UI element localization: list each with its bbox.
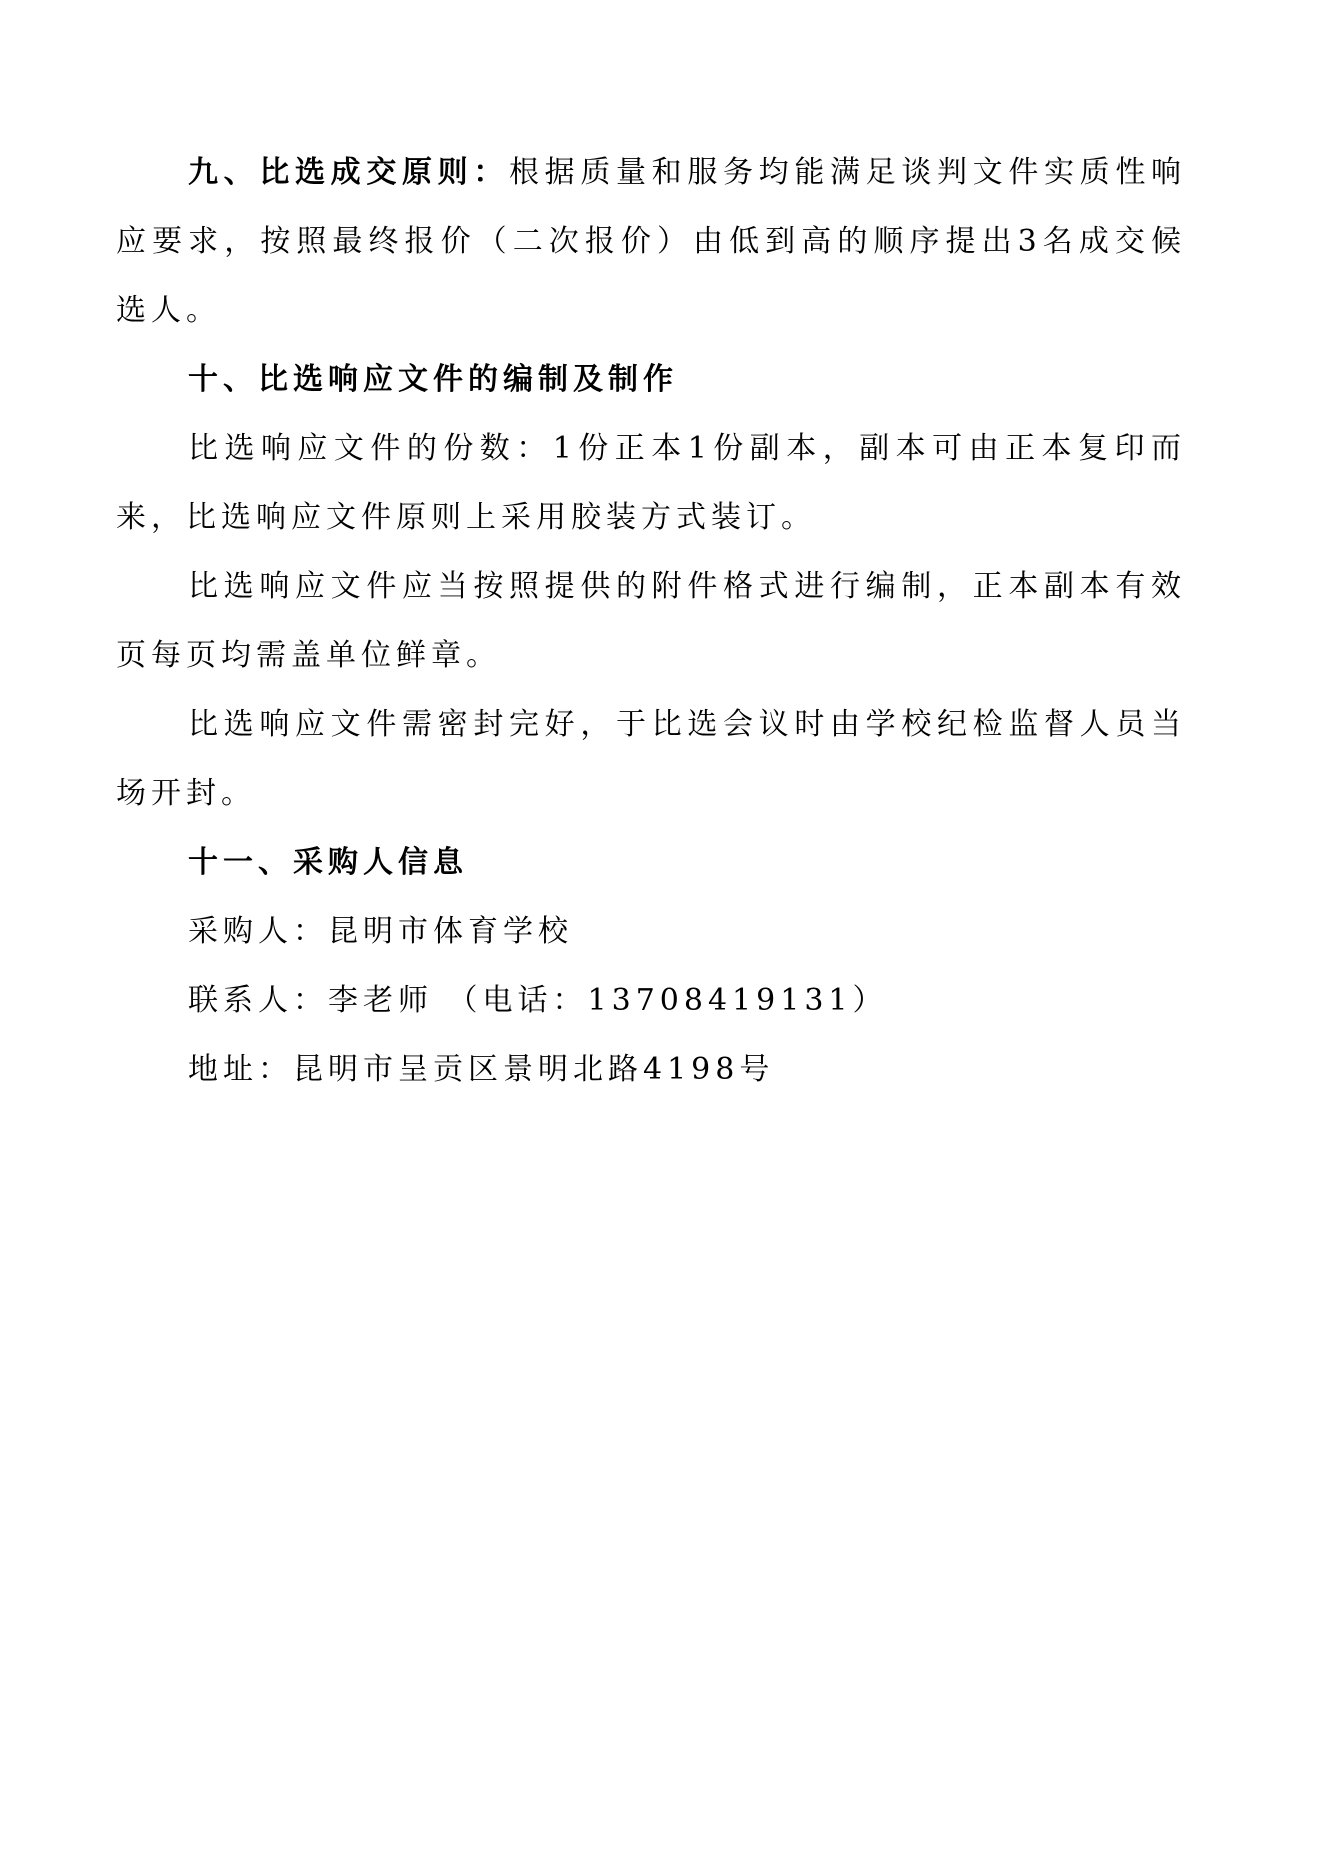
- address-line: 地址：昆明市呈贡区景明北路4198号: [188, 1052, 775, 1087]
- section-nine-paragraph: [116, 138, 1186, 345]
- section-ten-heading: 十、比选响应文件的编制及制作: [188, 362, 678, 397]
- section-ten-paragraph-3: 比选响应文件需密封完好，于比选会议时由学校纪检监督人员当场开封。: [116, 707, 1186, 811]
- contact-line: 联系人：李老师 （电话：13708419131）: [188, 983, 888, 1018]
- document-page: [116, 138, 1186, 1104]
- purchaser-line: 采购人：昆明市体育学校: [188, 914, 573, 949]
- section-nine-body: 根据质量和服务均能满足谈判文件实质性响应要求，按照最终报价（二次报价）由低到高的顺序提出3名成交候选人。: [116, 155, 1186, 328]
- section-ten-paragraph-1: 比选响应文件的份数：1份正本1份副本，副本可由正本复印而来，比选响应文件原则上采用胶装方式装订。: [116, 431, 1186, 535]
- section-ten-paragraph-2: 比选响应文件应当按照提供的附件格式进行编制，正本副本有效页每页均需盖单位鲜章。: [116, 569, 1186, 673]
- section-eleven-heading: 十一、采购人信息: [188, 845, 468, 880]
- section-nine-heading: 九、比选成交原则：: [188, 155, 509, 190]
